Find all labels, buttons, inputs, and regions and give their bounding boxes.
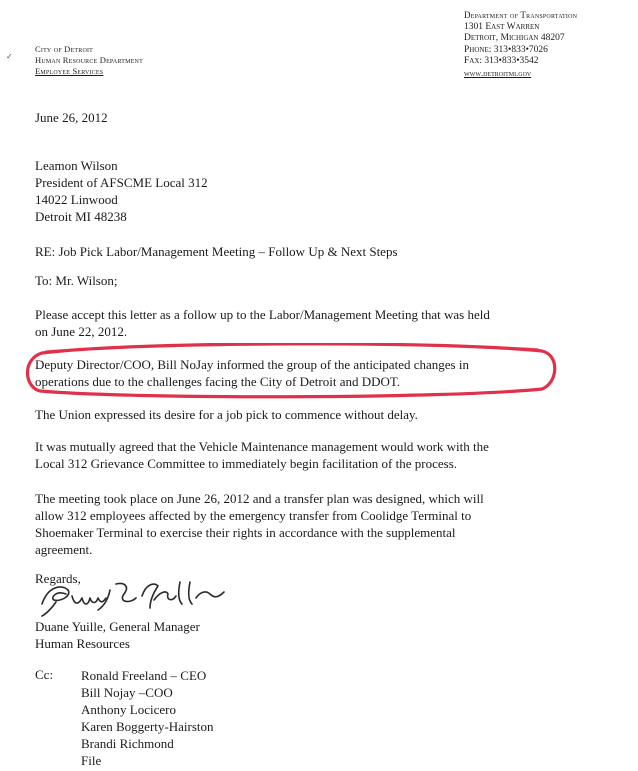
handwritten-signature [38,576,228,618]
paragraph-1-line-1: Please accept this letter as a follow up to the Labor/Management Meeting that was held [35,307,490,322]
cc-list [81,667,214,769]
signatory-name-title: Duane Yuille, General Manager [35,619,200,634]
salutation: To: Mr. Wilson; [35,273,118,288]
closing: Regards, [35,571,81,586]
paragraph-4-line-2: Local 312 Grievance Committee to immediately begin facilitation of the process. [35,456,458,471]
paragraph-2-line-2: operations due to the challenges facing the City of Detroit and DDOT. [35,374,401,389]
cc-recipient: Anthony Locicero [81,702,176,717]
recipient-address [35,157,208,225]
cc-recipient: Karen Boggerty-Hairston [81,719,214,734]
recipient-name: Leamon Wilson [35,158,118,173]
paragraph-3 [35,406,418,423]
agency-phone: Phone: 313•833•7026 [464,44,548,55]
paragraph-1 [35,306,490,340]
cc-label: Cc: [35,667,54,682]
signatory-department: Human Resources [35,636,130,651]
paragraph-5-line-3: Shoemaker Terminal to exercise their rights in accordance with the supplemental [35,525,456,540]
sender-division: Employee Services [35,66,104,76]
signatory [35,618,200,652]
recipient-title: President of AFSCME Local 312 [35,175,208,190]
paragraph-2-line-1: Deputy Director/COO, Bill NoJay informed the group of the anticipated changes in [35,357,469,372]
sender-letterhead [35,44,143,77]
agency-fax: Fax: 313•833•3542 [464,56,539,66]
recipient-city-state-zip: Detroit MI 48238 [35,209,127,224]
cc-recipient: File [81,753,102,768]
cc-recipient: Bill Nojay –COO [81,685,173,700]
agency-city-state: Detroit, Michigan 48207 [464,33,565,43]
sender-city: City of Detroit [35,44,94,54]
paragraph-4-line-1: It was mutually agreed that the Vehicle Maintenance management would work with the [35,439,489,454]
paragraph-5 [35,490,484,558]
agency-letterhead [464,10,577,79]
agency-website: www.detroitmi.gov [464,67,532,78]
subject-line: RE: Job Pick Labor/Management Meeting – Follow Up & Next Steps [35,244,398,259]
paragraph-3-line-1: The Union expressed its desire for a job pick to commence without delay. [35,407,418,422]
cc-recipient: Brandi Richmond [81,736,174,751]
paragraph-5-line-2: allow 312 employees affected by the emergency transfer from Coolidge Terminal to [35,508,472,523]
paragraph-4 [35,438,489,472]
agency-street: 1301 East Warren [464,21,540,32]
paragraph-1-line-2: on June 22, 2012. [35,324,128,339]
paragraph-2 [35,356,469,390]
agency-name: Department of Transportation [464,10,578,20]
cc-recipient: Ronald Freeland – CEO [81,668,207,683]
paragraph-5-line-1: The meeting took place on June 26, 2012 and a transfer plan was designed, which will [35,491,484,506]
recipient-street: 14022 Linwood [35,192,118,207]
paragraph-5-line-4: agreement. [35,542,93,557]
sender-department: Human Resource Department [35,55,143,65]
letter-date: June 26, 2012 [35,110,108,125]
scan-mark: ✓ [6,52,13,61]
